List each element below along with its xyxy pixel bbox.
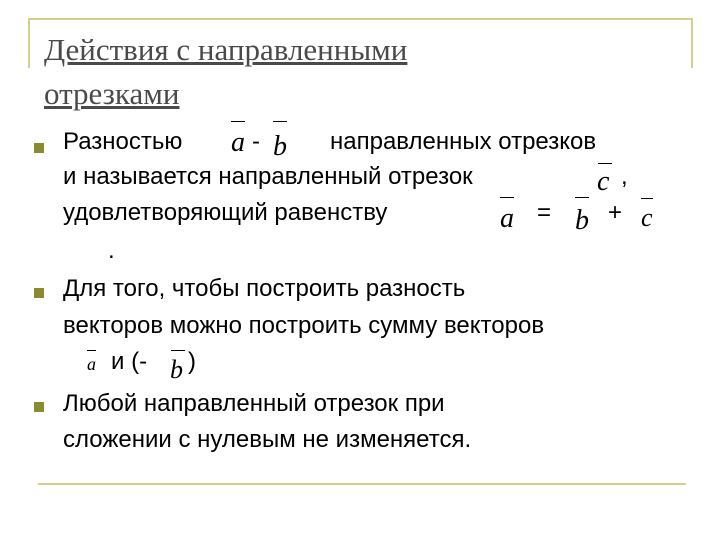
- vector-a: a: [231, 127, 245, 158]
- bullet-3-line-1: Любой направленный отрезок при: [63, 390, 445, 417]
- bottom-rule: [38, 483, 686, 485]
- bullet-2-line-1: Для того, чтобы построить разность: [63, 275, 466, 302]
- bullet-2-line-3: и (-: [111, 348, 148, 375]
- equation-a-bar: [500, 197, 514, 198]
- title-line-1: Действия с направленными: [44, 32, 408, 67]
- bullet-2-a-bar: [87, 350, 96, 351]
- equation-b: b: [575, 205, 589, 236]
- bullet-2-b: b: [170, 355, 183, 384]
- bullet-1-line-1-end: направленных отрезков: [330, 128, 597, 155]
- vector-c: c: [597, 166, 610, 197]
- slide-title: [44, 28, 684, 116]
- bullet-2-a: a: [87, 354, 96, 374]
- plus-sign: +: [608, 199, 623, 226]
- frame-right-line: [691, 18, 693, 68]
- title-line-2: отрезками: [44, 76, 180, 111]
- equals-sign: =: [537, 199, 552, 226]
- bullet-1-marker: [34, 143, 44, 153]
- minus-sign: -: [252, 128, 260, 155]
- bullet-1-line-2: и называется направленный отрезок: [63, 163, 473, 190]
- bullet-2-line-2: векторов можно построить сумму векторов: [63, 312, 545, 339]
- bullet-2-b-bar: [171, 350, 185, 351]
- bullet-1-line-4: .: [108, 237, 115, 264]
- vector-b: b: [273, 131, 287, 162]
- bullet-2-line-3-end: ): [188, 348, 196, 375]
- equation-c-bar: [641, 198, 653, 199]
- equation-c: c: [641, 203, 653, 232]
- bullet-3-marker: [34, 402, 44, 412]
- frame-left-line: [28, 18, 30, 68]
- equation-a: a: [500, 203, 514, 234]
- equation-b-bar: [575, 197, 589, 198]
- bullet-2-marker: [34, 288, 44, 298]
- vector-a-bar: [231, 121, 245, 122]
- vector-b-bar: [273, 121, 287, 122]
- vector-c-bar: [598, 163, 612, 164]
- bullet-1-line-3: удовлетворяющий равенству: [63, 199, 388, 226]
- bullet-1-line-1-start: Разностью: [63, 128, 183, 155]
- bullet-3-line-2: сложении с нулевым не изменяется.: [63, 426, 472, 453]
- comma: ,: [621, 163, 628, 190]
- frame-top-line: [28, 18, 692, 20]
